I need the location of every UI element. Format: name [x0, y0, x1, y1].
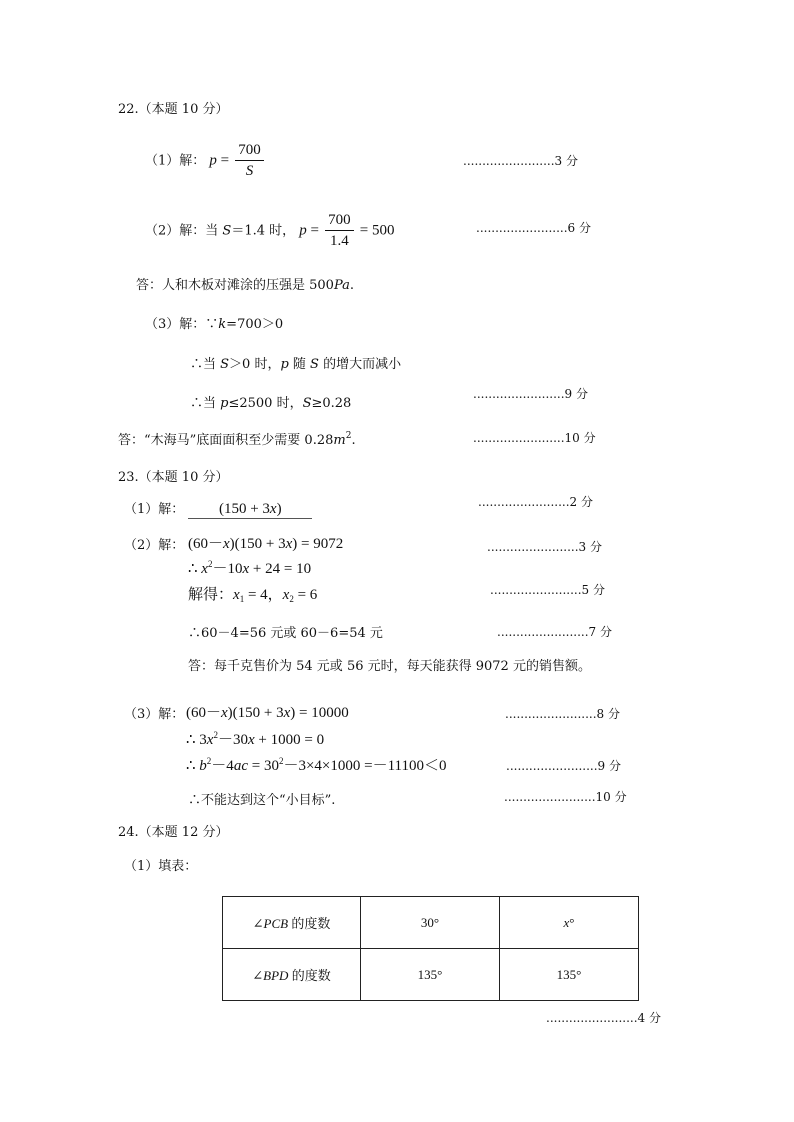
- table-row: [223, 897, 639, 949]
- table-cell-pcb-label: ∠PCB 的度数: [223, 897, 361, 949]
- q22-part1-numerator: 700: [235, 143, 264, 161]
- q22-part3-line1: （3）解：∵k=700＞0: [145, 317, 284, 332]
- q23-part3-eq4-score: ........................10 分: [504, 790, 627, 804]
- table-cell-bpd-label: ∠BPD 的度数: [223, 949, 361, 1001]
- q23-part2-eq4: ∴60－4=56 元或 60－6=54 元: [188, 626, 383, 641]
- q23-part2-eq1-score: ........................3 分: [487, 540, 602, 554]
- q22-part1-score: ........................3 分: [463, 154, 578, 168]
- q22-answer1: 答：人和木板对滩涂的压强是 500Pa.: [136, 278, 355, 293]
- q22-part2-numerator: 700: [325, 213, 354, 231]
- q23-part3-eq4: ∴不能达到这个“小目标”.: [188, 793, 336, 808]
- q22-part2-prefix: （2）解：当 S＝1.4 时，: [145, 223, 296, 239]
- q22-part1-fraction: [235, 143, 264, 179]
- q23-part1-blank: (150 + 3x): [188, 502, 312, 519]
- q24-score: ........................4 分: [546, 1011, 661, 1025]
- q22-part2-rhs: = 500: [359, 222, 395, 239]
- table-cell-bpd-value1: 135°: [361, 949, 500, 1001]
- q22-part1-denominator: S: [245, 163, 254, 179]
- q22-part3-score: ........................9 分: [473, 387, 588, 401]
- q22-part1-prefix: （1）解：: [145, 153, 206, 169]
- q22-part1: [145, 143, 266, 179]
- q22-answer2-score: ........................10 分: [473, 431, 596, 445]
- q23-part1: [124, 502, 312, 519]
- table-cell-pcb-value1: 30°: [361, 897, 500, 949]
- table-cell-pcb-value2: x°: [500, 897, 639, 949]
- q23-part2-eq1: (60－x)(150 + 3x) = 9072: [188, 536, 344, 552]
- q23-part3-eq1: (60－x)(150 + 3x) = 10000: [186, 705, 349, 721]
- q23-part2-prefix: （2）解：: [124, 538, 185, 553]
- q22-part2-lhs: p =: [299, 222, 319, 239]
- q23-part1-prefix: （1）解：: [124, 502, 185, 517]
- q22-part3-line3: ∴当 p≤2500 时，S≥0.28: [190, 396, 352, 411]
- q23-part2-eq3: 解得：$x_1 = 4$，$x_2 = 6$: [188, 587, 318, 604]
- q22-part2-score: ........................6 分: [476, 221, 591, 235]
- table-cell-bpd-value2: 135°: [500, 949, 639, 1001]
- q23-part3-eq2: ∴ $3x^2-30x + 1000 = 0$: [186, 730, 325, 748]
- q22-answer2: 答：“木海马”底面面积至少需要 $0.28m^2$.: [118, 431, 356, 448]
- q22-part1-lhs: p =: [209, 152, 230, 169]
- q23-part3-prefix: （3）解：: [124, 707, 185, 722]
- q22-part3-line2: ∴当 S＞0 时，p 随 S 的增大而减小: [190, 357, 402, 372]
- q23-part2-eq3-score: ........................5 分: [490, 583, 605, 597]
- q22-part2: [145, 213, 394, 249]
- q23-part2-eq4-score: ........................7 分: [497, 625, 612, 639]
- q23-part3-eq1-score: ........................8 分: [505, 707, 620, 721]
- q23-heading: 23.（本题 10 分）: [118, 470, 229, 485]
- angle-table: [222, 896, 639, 1001]
- q23-part3-eq3: ∴ $b^2-4ac = 30^2-3\times 4\times 1000 =-11100<0$: [186, 756, 447, 774]
- table-row: [223, 949, 639, 1001]
- q22-part2-fraction: [325, 213, 354, 249]
- q24-part1-label: （1）填表：: [124, 859, 198, 874]
- q23-part2-eq2: ∴ $x^2-10x + 24 = 10$: [188, 559, 312, 577]
- q23-part1-score: ........................2 分: [478, 495, 593, 509]
- q22-heading: 22.（本题 10 分）: [118, 102, 229, 117]
- q23-part3-eq3-score: ........................9 分: [506, 759, 621, 773]
- q24-heading: 24.（本题 12 分）: [118, 825, 229, 840]
- q22-part2-denominator: 1.4: [330, 233, 349, 249]
- q23-part2-answer: 答：每千克售价为 54 元或 56 元时，每天能获得 9072 元的销售额。: [188, 659, 591, 674]
